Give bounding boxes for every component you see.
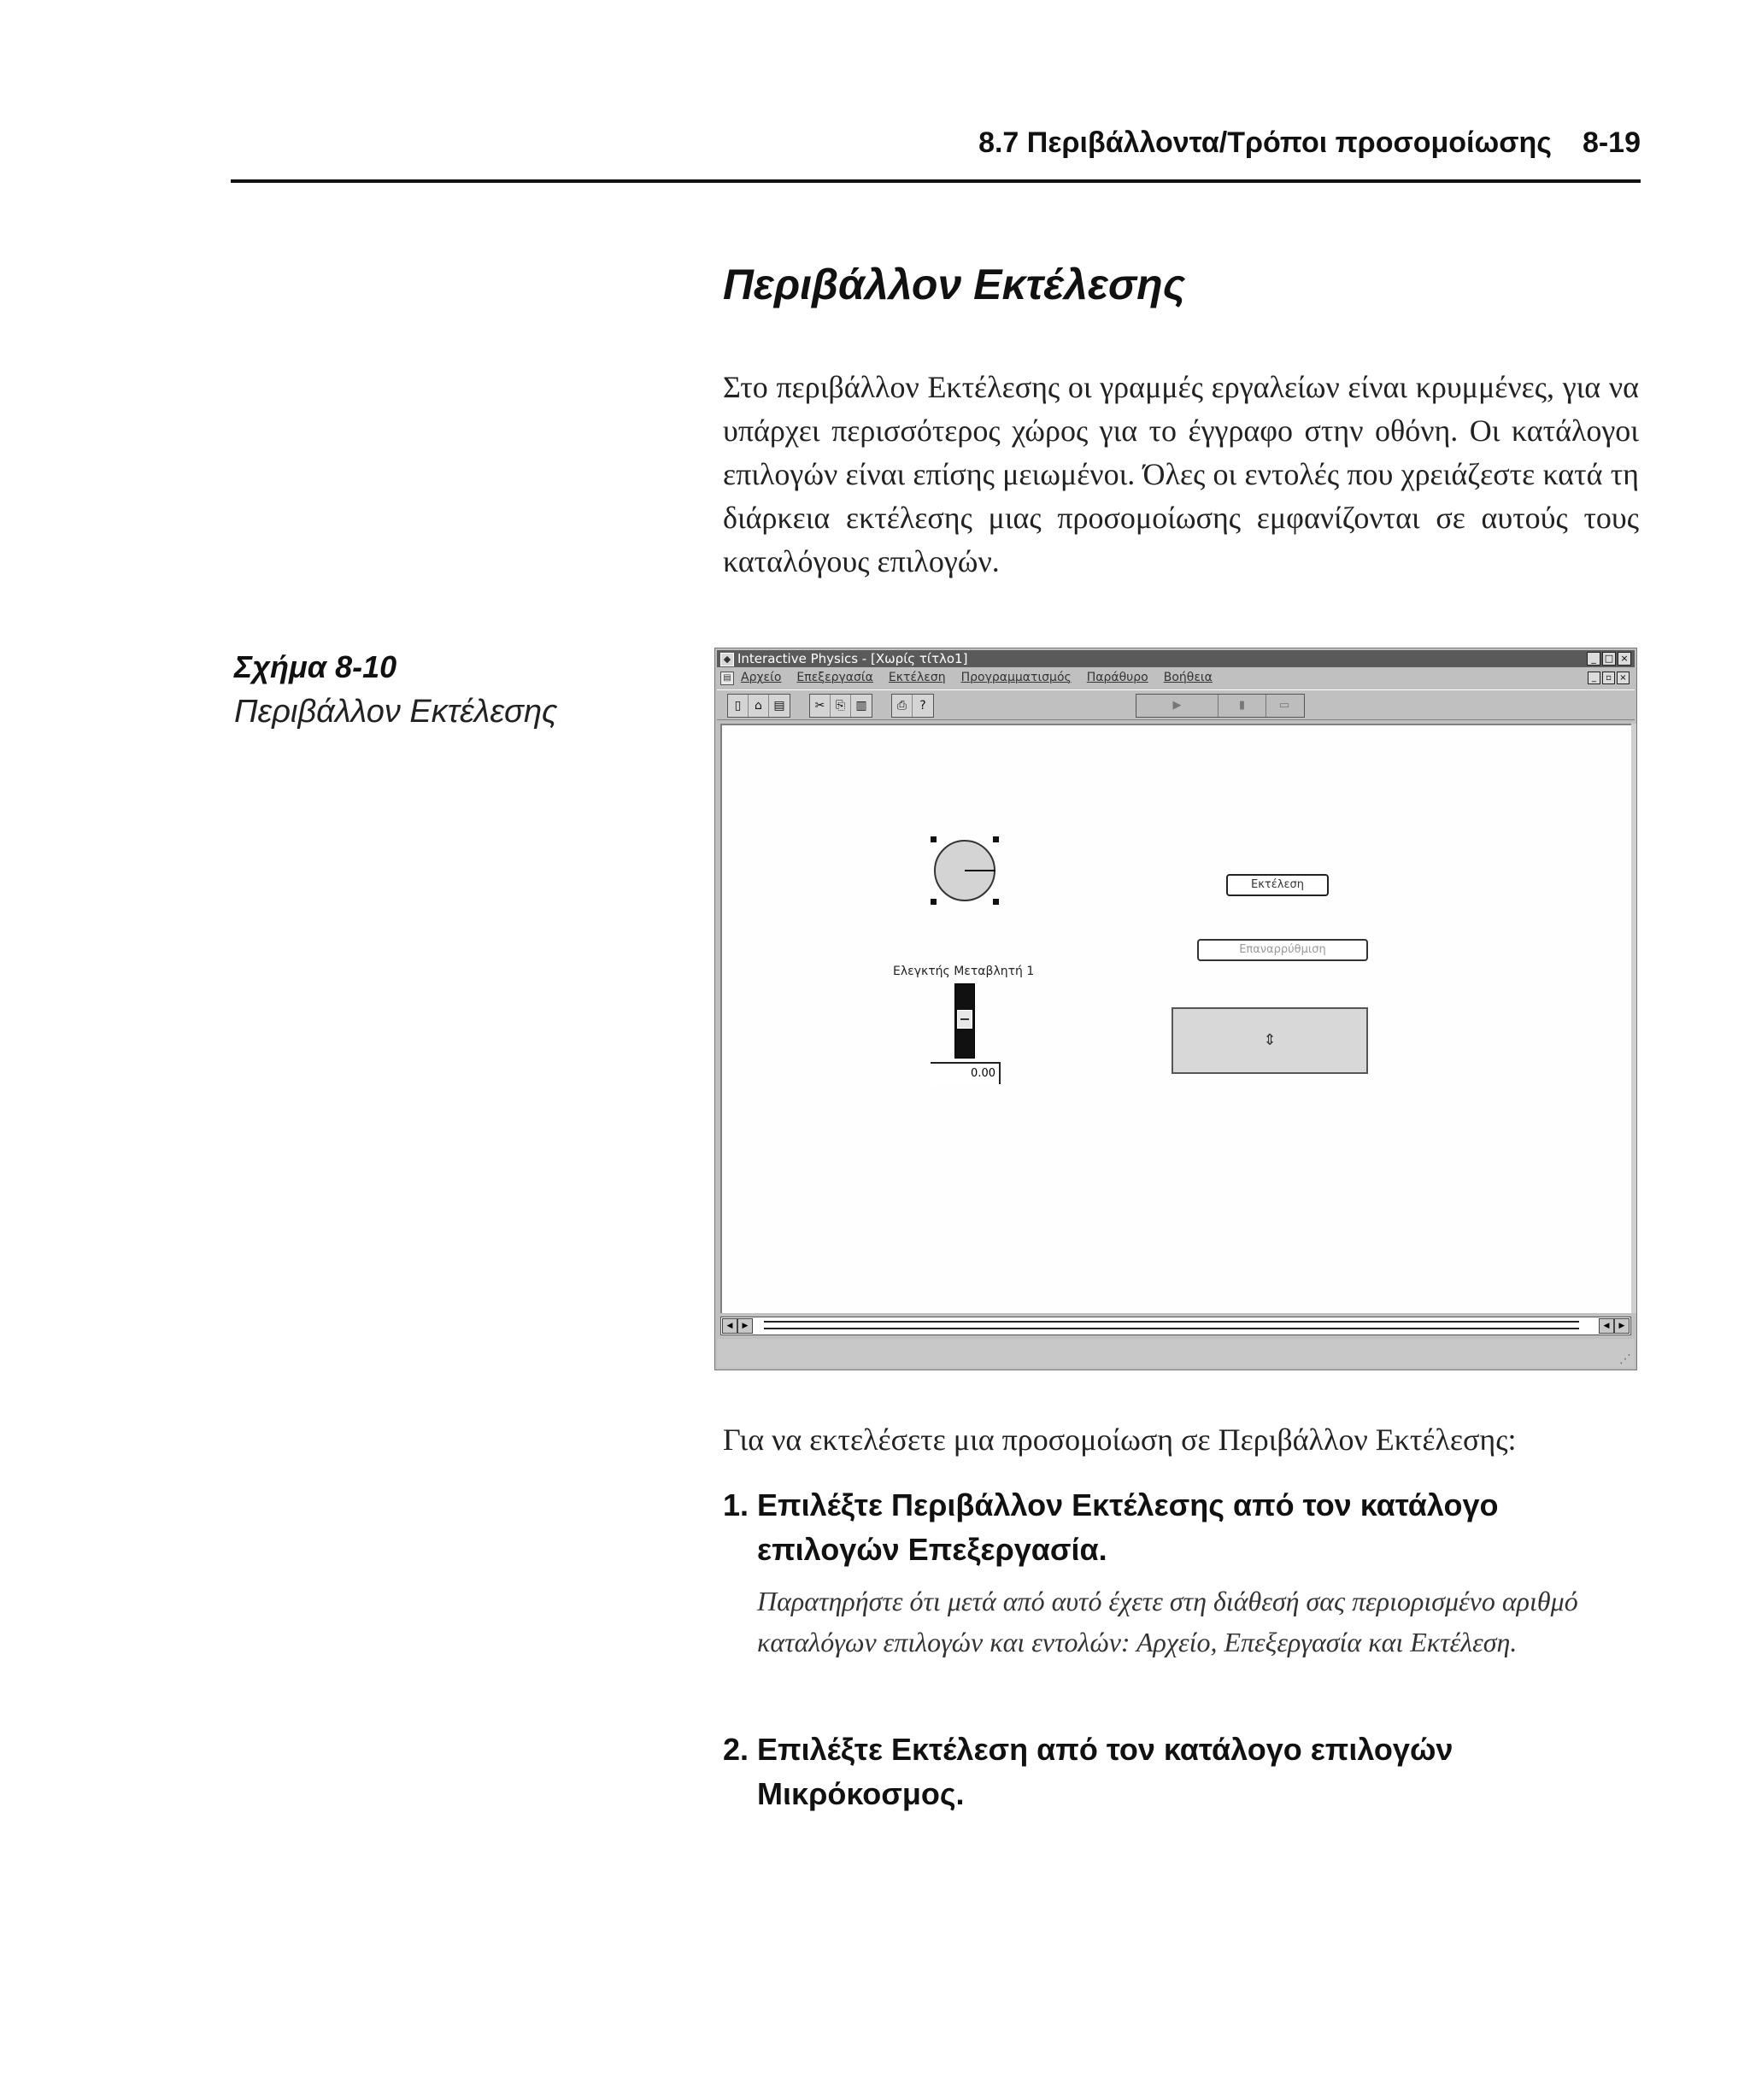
selection-handle[interactable] — [993, 836, 999, 842]
open-icon[interactable]: ⌂ — [749, 695, 769, 717]
step-2 — [723, 1728, 1577, 1816]
run-icon[interactable]: ▶ — [1136, 695, 1219, 717]
page-number: 8-19 — [1582, 126, 1641, 159]
step-note: Παρατηρήστε ότι μετά από αυτό έχετε στη διάθεσή σας περιορισμένο αριθμό καταλόγων επιλογών και εντολών: Αρχείο, Επεξεργασία και Εκτέλεση. — [757, 1586, 1578, 1657]
step-text: Επιλέξτε Περιβάλλον Εκτέλεσης από τον κατάλογο επιλογών Επεξεργασία. — [757, 1487, 1499, 1567]
slider-thumb[interactable] — [957, 1010, 972, 1029]
selection-handle[interactable] — [931, 899, 937, 905]
step-1 — [723, 1483, 1577, 1572]
display-meter[interactable]: ⇕ — [1172, 1007, 1368, 1074]
selection-handle[interactable] — [931, 836, 937, 842]
clock-icon[interactable] — [934, 840, 995, 901]
running-header — [231, 126, 1641, 169]
slider-label: Ελεγκτής Μεταβλητή 1 — [893, 965, 1035, 978]
scroll-left-icon[interactable]: ◀ — [722, 1318, 737, 1334]
resize-grip-icon[interactable]: ⋰ — [1619, 1352, 1631, 1366]
scroll-right-icon[interactable]: ▶ — [1614, 1318, 1630, 1334]
doc-restore-icon[interactable]: ▫ — [1602, 672, 1615, 684]
maximize-icon[interactable]: □ — [1602, 652, 1616, 666]
new-icon[interactable]: ▯ — [728, 695, 749, 717]
step-text: Επιλέξτε Εκτέλεση από τον κατάλογο επιλογών Μικρόκοσμος. — [757, 1732, 1453, 1811]
print-icon[interactable]: ⎙ — [892, 695, 913, 717]
body-paragraph: Στο περιβάλλον Εκτέλεσης οι γραμμές εργαλείων είναι κρυμμένες, για να υπάρχει περισσότερος χώρος για το έγγραφο στην οθόνη. Οι κατάλογοι επιλογών είναι επίσης μειωμένοι. Όλες οι εντολές που χρειάζεστε κατά τη διάρκεια εκτέλεσης μιας προσομοίωσης εμφανίζονται σε αυτούς τους καταλόγους επιλογών. — [723, 370, 1639, 578]
app-window-screenshot — [714, 648, 1637, 1370]
step-number: 1. — [723, 1487, 749, 1522]
menu-file[interactable]: Αρχείο — [741, 671, 782, 684]
figure-caption: Περιβάλλον Εκτέλεσης — [234, 694, 558, 730]
header-rule — [231, 179, 1641, 183]
window-title: Interactive Physics - [Χωρίς τίτλο1] — [737, 651, 968, 666]
doc-minimize-icon[interactable]: _ — [1588, 672, 1600, 684]
misc-toolbar-group — [891, 694, 934, 718]
selection-handle[interactable] — [993, 899, 999, 905]
toolbar — [717, 689, 1635, 720]
file-toolbar-group — [727, 694, 790, 718]
window-titlebar — [717, 650, 1635, 667]
scroll-right-icon[interactable]: ▶ — [737, 1318, 753, 1334]
window-right-edge — [1631, 724, 1636, 1313]
clock-hand — [965, 870, 995, 871]
menu-edit[interactable]: Επεξεργασία — [796, 671, 873, 684]
reset-button[interactable]: Επαναρρύθμιση — [1197, 939, 1368, 961]
help-icon[interactable]: ? — [919, 699, 926, 713]
run-controls — [1136, 694, 1305, 718]
minimize-icon[interactable]: _ — [1587, 652, 1600, 666]
menu-bar — [717, 669, 1635, 686]
section-title: Περιβάλλον Εκτέλεσης — [723, 261, 1186, 308]
save-icon[interactable]: ▤ — [773, 699, 785, 713]
document-workspace[interactable] — [720, 724, 1635, 1313]
cut-icon[interactable]: ✂ — [810, 695, 831, 717]
document-icon[interactable]: ▤ — [720, 672, 734, 685]
instructions-intro: Για να εκτελέσετε μια προσομοίωση σε Περιβάλλον Εκτέλεσης: — [723, 1422, 1517, 1457]
close-icon[interactable]: × — [1618, 652, 1631, 666]
reset-icon[interactable]: ▭ — [1278, 699, 1290, 712]
copy-icon[interactable]: ⎘ — [831, 695, 851, 717]
edit-toolbar-group — [809, 694, 872, 718]
stop-icon[interactable]: ▮ — [1219, 695, 1266, 717]
slider-control[interactable] — [954, 983, 975, 1059]
figure-label: Σχήμα 8-10 — [234, 649, 397, 684]
doc-close-icon[interactable]: × — [1617, 672, 1630, 684]
horizontal-scrollbar[interactable] — [720, 1317, 1631, 1335]
menu-run[interactable]: Εκτέλεση — [888, 671, 946, 684]
start-button[interactable]: Εκτέλεση — [1226, 874, 1329, 896]
status-bar — [717, 1339, 1635, 1368]
header-section-title: 8.7 Περιβάλλοντα/Τρόποι προσομοίωσης — [978, 126, 1552, 159]
slider-value-field[interactable]: 0.00 — [931, 1062, 1001, 1084]
scroll-left-icon[interactable]: ◀ — [1599, 1318, 1614, 1334]
app-icon: ◆ — [720, 653, 734, 666]
menu-window[interactable]: Παράθυρο — [1086, 671, 1148, 684]
scroll-track[interactable] — [764, 1321, 1579, 1329]
menu-script[interactable]: Προγραμματισμός — [960, 671, 1072, 684]
step-number: 2. — [723, 1732, 749, 1767]
window-controls — [1587, 652, 1631, 666]
document-window-controls — [1588, 672, 1630, 684]
paste-icon[interactable]: ▥ — [855, 699, 867, 713]
menu-help[interactable]: Βοήθεια — [1163, 671, 1213, 684]
